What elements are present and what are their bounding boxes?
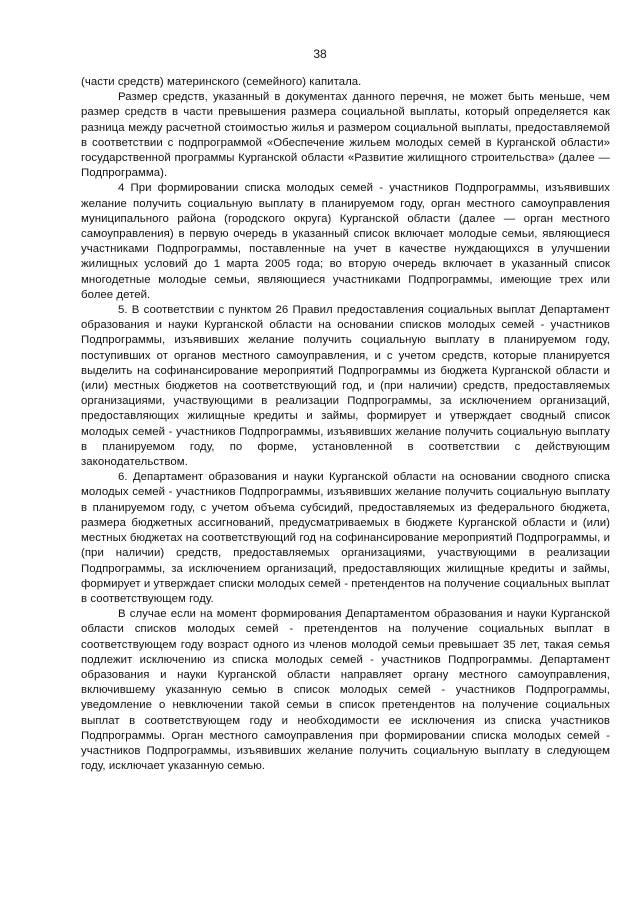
paragraph-item-4: 4 При формировании списка молодых семей - участников Подпрограммы, изъявивших желание получить социальную выплату в планируемом году, орган местного самоуправления муниципального района (городского округа) Курганской области (далее — орган местного самоуправления) в первую очередь в указанный список включает молодые семьи, являющиеся участниками Подпрограммы, поставленные на учет в качестве нуждающихся в улучшении жилищных условий до 1 марта 2005 года; во вторую очередь включает в указанный список многодетные молодые семьи, являющиеся участниками Подпрограммы, имеющие трех или более детей. <box>81 182 610 301</box>
paragraph-age-exclusion: В случае если на момент формирования Департаментом образования и науки Курганской области списков молодых семей - претендентов на получение социальных выплат в соответствующем году возраст одного из членов молодой семьи превышает 35 лет, такая семья подлежит исключению из списка молодых семей - участников Подпрограммы. Департамент образования и науки Курганской области направляет органу местного самоуправления, включившему указанную семью в список молодых семей - участников Подпрограммы, уведомление о невключении такой семьи в список претендентов на получение социальных выплат в соответствующем году и необходимости ее исключения из списка участников Подпрограммы. Орган местного самоуправления при формировании списка молодых семей - участников Подпрограммы, изъявивших желание получить социальную выплату в следующем году, исключает указанную семью. <box>81 608 610 773</box>
paragraph-funds-size: Размер средств, указанный в документах данного перечня, не может быть меньше, чем размер средств в части превышения размера социальной выплаты, который определяется как разница между расчетной стоимостью жилья и размером социальной выплаты, предоставляемой в соответствии с подпрограммой «Обеспечение жильем молодых семей в Курганской области» государственной программы Курганской области «Развитие жилищного строительства» (далее — Подпрограмма). <box>81 91 610 180</box>
paragraph-item-5: 5. В соответствии с пунктом 26 Правил предоставления социальных выплат Департамент образования и науки Курганской области на основании списков молодых семей - участников Подпрограммы, изъявивших желание получить социальную выплату в планируемом году, поступивших от органов местного самоуправления, и с учетом средств, которые планируется выделить на софинансирование мероприятий Подпрограммы из бюджета Курганской области и (или) местных бюджетов на соответствующий год, и (при наличии) средств, предоставляемых организациями, участвующими в реализации Подпрограммы, за исключением организаций, предоставляющих жилищные кредиты и займы, формирует и утверждает сводный список молодых семей - участников Подпрограммы, изъявивших желание получить социальную выплату в планируемом году, по форме, установленной в соответствии с действующим законодательством. <box>81 304 610 469</box>
paragraph-continuation: (части средств) материнского (семейного) капитала. <box>81 76 362 88</box>
page-number: 38 <box>313 47 327 61</box>
paragraph-item-6: 6. Департамент образования и науки Курганской области на основании сводного списка молодых семей - участников Подпрограммы, изъявивших желание получить социальную выплату в планируемом году, с учетом объема субсидий, предоставляемых из федерального бюджета, размера бюджетных ассигнований, предусматриваемых в бюджете Курганской области и (или) местных бюджетах на соответствующий год на софинансирование мероприятий Подпрограммы, и (при наличии) средств, предоставляемых организациями, участвующими в реализации Подпрограммы, за исключением организаций, предоставляющих жилищные кредиты и займы, формирует и утверждает списки молодых семей - претендентов на получение социальных выплат в соответствующем году. <box>81 471 610 605</box>
document-body <box>81 75 610 774</box>
